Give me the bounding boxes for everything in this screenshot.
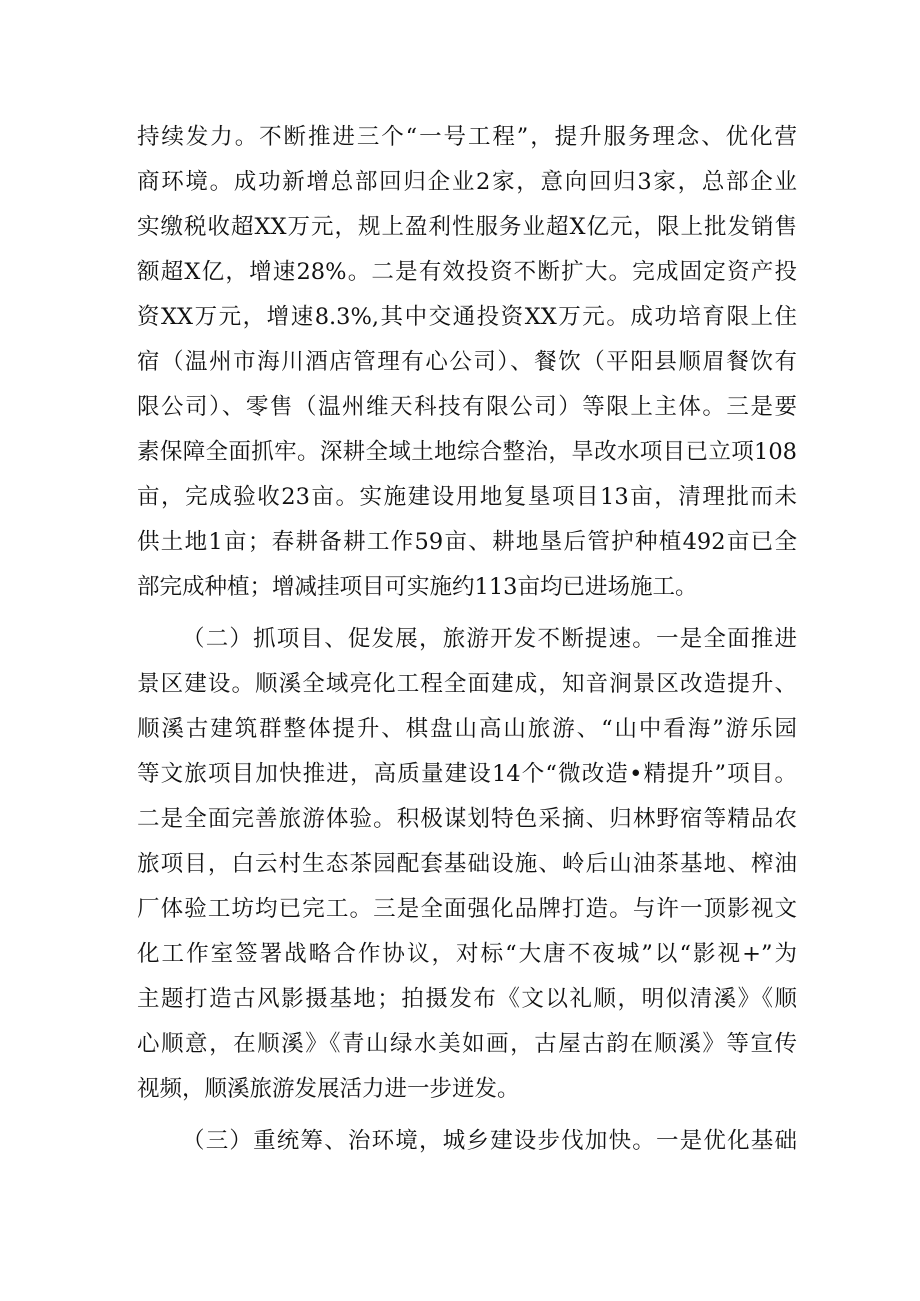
text-line: 等文旅项目加快推进，高质量建设14个“微改造•精提升”项目。 [137, 761, 797, 787]
text-line: 景区建设。顺溪全域亮化工程全面建成，知音涧景区改造提升、 [137, 671, 797, 697]
text-line: 化工作室签署战略合作协议，对标“大唐不夜城”以“影视+”为 [137, 941, 797, 967]
text-line: 供土地1亩；春耕备耕工作59亩、耕地垦后管护种植492亩已全 [137, 529, 797, 555]
text-line: 厂体验工坊均已完工。三是全面强化品牌打造。与许一顶影视文 [137, 896, 797, 922]
text-line: 部完成种植；增减挂项目可实施约113亩均已进场施工。 [137, 574, 698, 600]
text-line: 素保障全面抓牢。深耕全域土地综合整治，旱改水项目已立项108 [137, 439, 797, 465]
text-line: 主题打造古风影摄基地；拍摄发布《文以礼顺，明似清溪》《顺 [137, 986, 797, 1012]
paragraph-heading-line: （三）重统筹、治环境，城乡建设步伐加快。一是优化基础 [182, 1128, 797, 1154]
text-line: 顺溪古建筑群整体提升、棋盘山高山旅游、“山中看海”游乐园 [137, 716, 797, 742]
text-line: 限公司）、零售（温州维天科技有限公司）等限上主体。三是要 [137, 394, 797, 420]
paragraph-heading-line: （二）抓项目、促发展，旅游开发不断提速。一是全面推进 [182, 626, 797, 652]
text-line: 亩，完成验收23亩。实施建设用地复垦项目13亩，清理批而未 [137, 484, 797, 510]
text-line: 宿（温州市海川酒店管理有心公司）、餐饮（平阳县顺眉餐饮有 [137, 349, 797, 375]
text-line: 额超X亿，增速28%。二是有效投资不断扩大。完成固定资产投 [137, 259, 797, 285]
text-line: 商环境。成功新增总部回归企业2家，意向回归3家，总部企业 [137, 169, 797, 195]
text-line: 视频，顺溪旅游发展活力进一步迸发。 [137, 1076, 520, 1102]
text-line: 心顺意，在顺溪》《青山绿水美如画，古屋古韵在顺溪》等宣传 [137, 1031, 797, 1057]
text-line: 资XX万元，增速8.3%,其中交通投资XX万元。成功培育限上住 [137, 304, 797, 330]
text-line: 二是全面完善旅游体验。积极谋划特色采摘、归林野宿等精品农 [137, 806, 797, 832]
text-line: 旅项目，白云村生态茶园配套基础设施、岭后山油茶基地、榨油 [137, 851, 797, 877]
text-line: 持续发力。不断推进三个“一号工程”，提升服务理念、优化营 [137, 124, 797, 150]
text-line: 实缴税收超XX万元，规上盈利性服务业超X亿元，限上批发销售 [137, 214, 797, 240]
